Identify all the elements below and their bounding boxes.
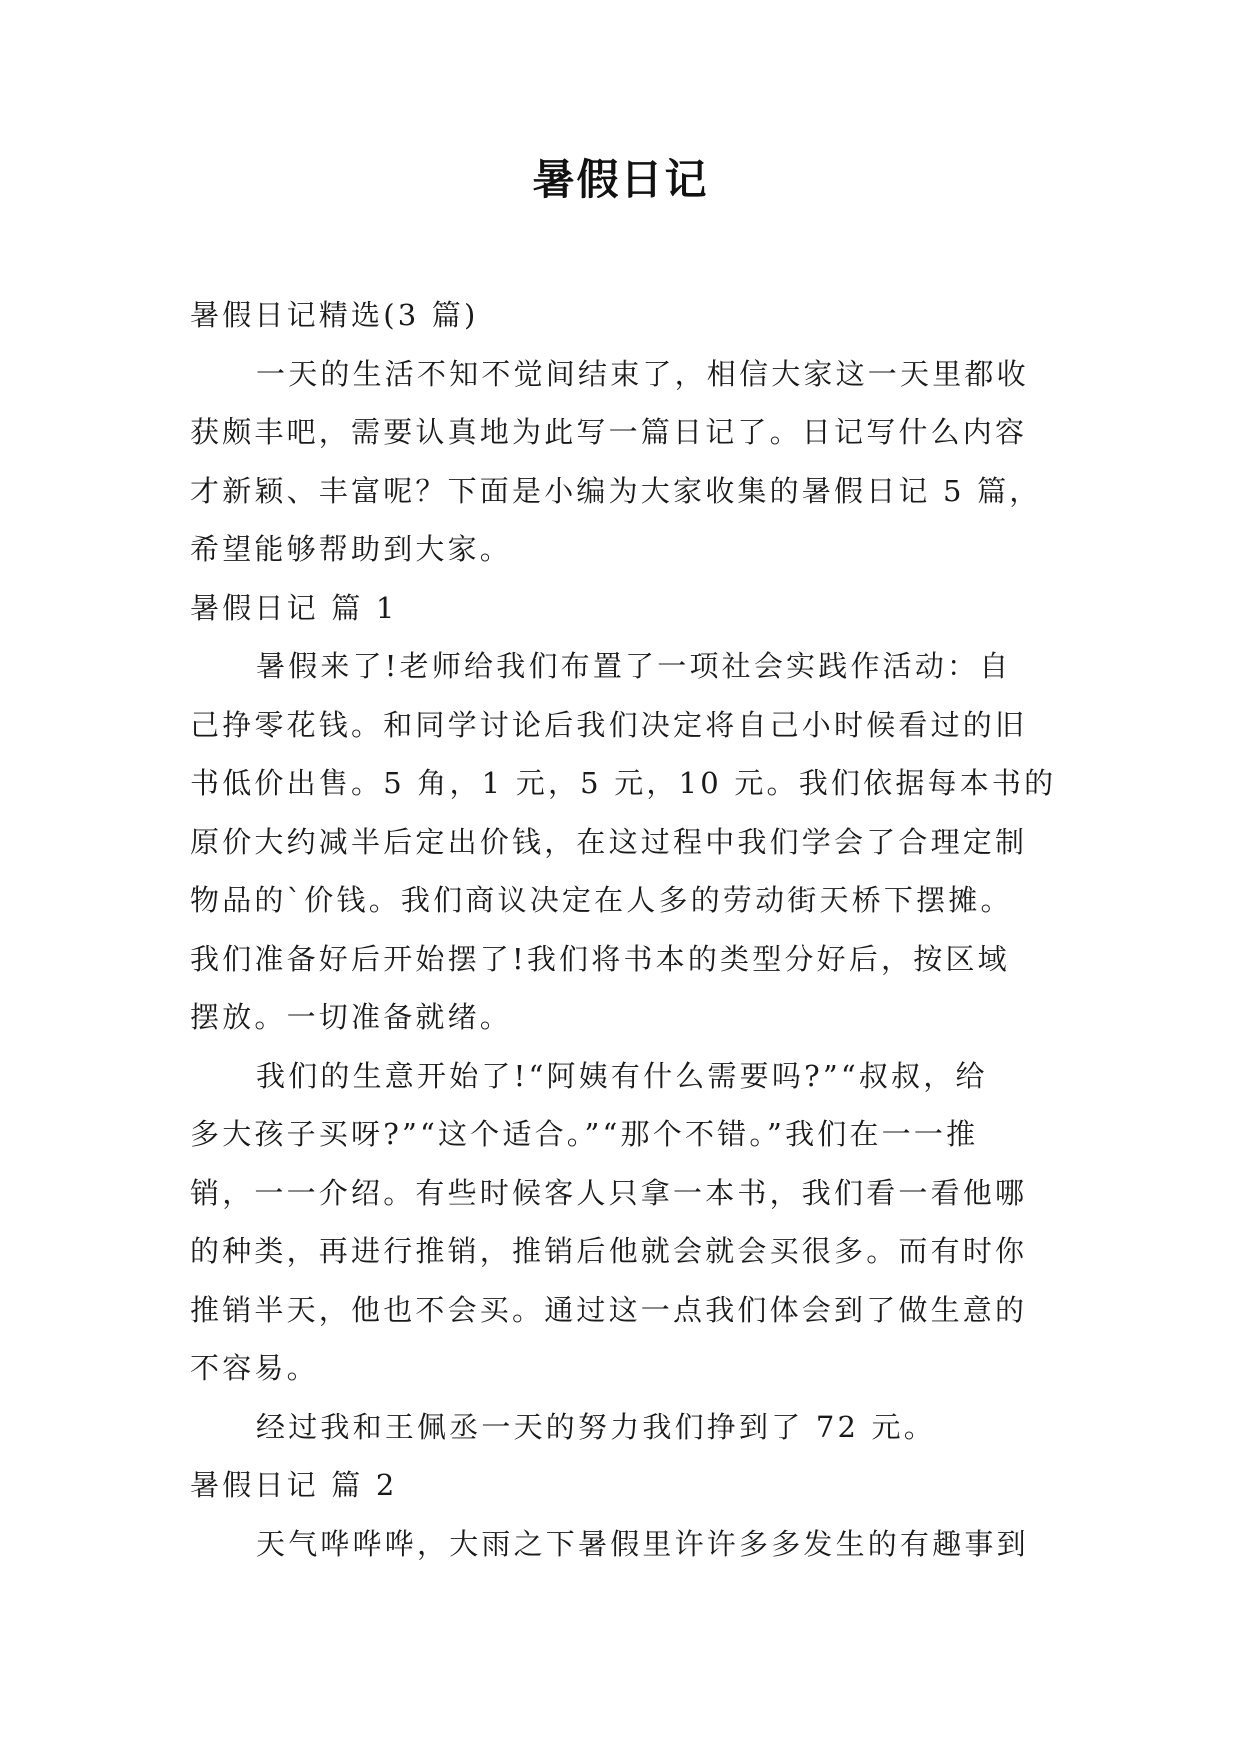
text-line: 书低价出售。5 角，1 元，5 元，10 元。我们依据每本书的: [190, 766, 1057, 800]
text-line: 摆放。一切准备就绪。: [190, 1000, 513, 1034]
text-line: 推销半天，他也不会买。通过这一点我们体会到了做生意的: [190, 1292, 1028, 1327]
text-line: 销，一一介绍。有些时候客人只拿一本书，我们看一看他哪: [190, 1175, 1028, 1210]
text-line: 多大孩子买呀?”“这个适合。”“那个不错。”我们在一一推: [190, 1117, 979, 1151]
text-line: 一天的生活不知不觉间结束了，相信大家这一天里都收: [256, 356, 1029, 391]
text-line: 的种类，再进行推销，推销后他就会就会买很多。而有时你: [190, 1234, 1028, 1268]
text-line: 不容易。: [190, 1351, 319, 1385]
text-line: 暑假日记精选(3 篇): [190, 298, 479, 332]
text-line: 天气哗哗哗，大雨之下暑假里许许多多发生的有趣事到: [256, 1526, 1029, 1561]
text-line: 获颇丰吧，需要认真地为此写一篇日记了。日记写什么内容: [190, 415, 1028, 449]
text-line: 希望能够帮助到大家。: [190, 532, 513, 566]
text-line: 才新颖、丰富呢？下面是小编为大家收集的暑假日记 5 篇，: [190, 473, 1042, 508]
text-line: 原价大约减半后定出价钱，在这过程中我们学会了合理定制: [190, 824, 1028, 859]
document-title: 暑假日记: [532, 155, 709, 204]
text-line: 我们准备好后开始摆了!我们将书本的类型分好后，按区域: [190, 941, 1010, 976]
text-line: 暑假日记 篇 2: [190, 1468, 398, 1502]
text-line: 暑假来了!老师给我们布置了一项社会实践作活动：自: [256, 649, 1012, 683]
text-line: 己挣零花钱。和同学讨论后我们决定将自己小时候看过的旧: [190, 707, 1028, 742]
document-body: [190, 286, 1057, 1573]
text-line: 我们的生意开始了!“阿姨有什么需要吗?”“叔叔，给: [256, 1058, 988, 1093]
text-line: 物品的`价钱。我们商议决定在人多的劳动街天桥下摆摊。: [190, 883, 1013, 917]
text-line: 经过我和王佩丞一天的努力我们挣到了 72 元。: [256, 1409, 936, 1444]
text-line: 暑假日记 篇 1: [190, 590, 398, 625]
